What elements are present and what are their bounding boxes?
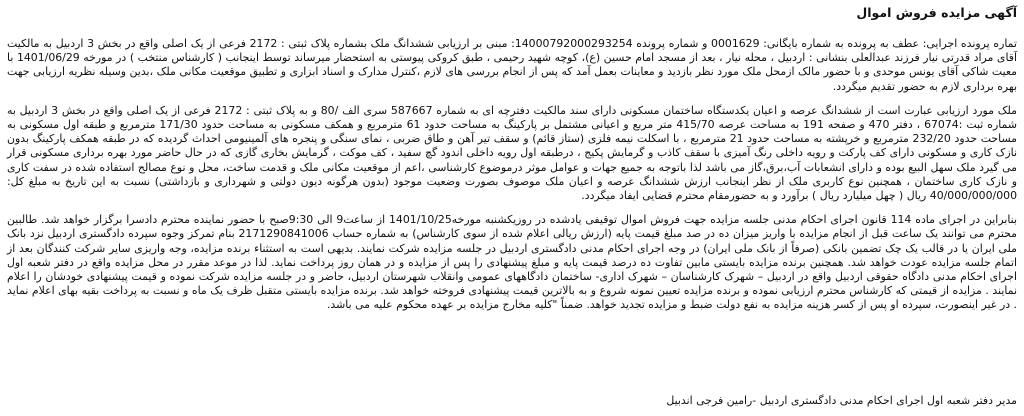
auction-terms-paragraph: بنابراین در اجرای ماده 114 قانون اجرای احکام مدنی جلسه مزایده جهت فروش اموال توقیفی یادشده در روزیکشنبه مورخه1401/10/25 از ساعت9 الی 9:30صبح با حضور نماینده محترم دادسرا برگزار خواهد شد. طالبین محترم می توانند یک ساعت قبل از انجام مزایده با واریز میزان ده در صد مبلغ قیمت پایه (ارزش ریالی اعلام شده از سوی کارشناس) به شماره حساب 2171290841006 بنام تمرکز وجوه سپرده دادگستری اردبیل نزد بانک ملی ایران یا در قالب یک چک تضمین بانکی (صرفاً از بانک ملی ایران) در وجه اجرای احکام مدنی دادگستری اردبیل در جلسه مزایده شرکت نمایند. بدیهی است به استثناء برنده مزایده، وجه واریزی سایر شرکت کنندگان بعد از اتمام جلسه مزایده عودت خواهد شد. همچنین برنده مزایده بایستی مابین تفاوت ده درصد قیمت پایه و مبلغ پیشنهادی را پس از مزایده و در همان روز پرداخت نماید. لذا در موعد مقرر در محل مزایده واقع در دفتر شعبه اول اجرای احکام مدنی دادگاه حقوقی اردبیل واقع در اردبیل – شهرک کارشناسان – شهرک اداری- ساختمان دادگاههای عمومی وانقلاب شهرستان اردبیل، حاضر و در جلسه مزایده شرکت نموده و قیمت پیشنهادی خودشان را اعلام نمایند . مزایده از قیمتی که کارشناس محترم ارزیابی نموده و برنده مزایده تعیین نمونه شروع و به بالاترین قیمت پیشنهادی فروخته خواهد شد. برنده مزایده بایستی متقبل ظرف یک ماه و نسبت به پرداخت بقیه بهای اعلام نماید . در غیر اینصورت، سپرده او پس از کسر هزینه مزایده به نفع دولت ضبط و مزایده تجدید خواهد. ضمناً "کلیه مخارج مزایده بر عهده محکوم علیه می باشد.	[7, 213, 1017, 312]
property-description-paragraph: ملک مورد ارزیابی عبارت است از ششدانگ عرصه و اعیان یکدستگاه ساختمان مسکونی دارای سند مالکیت دفترچه ای به شماره 587667 سری الف /80 و به پلاک ثبتی : 2172 فرعی از یک اصلی واقع در بخش 3 اردبیل به شماره ثبت :67074 ، دفتر 470 و صفحه 191 به مساحت عرصه 415/70 متر مربع و اعیانی مشتمل بر پارکینگ به مساحت حدود 61 مترمربع و همکف مسکونی به مساحت حدود 171/30 مترمربع و طبقه اول مسکونی به مساحت حدود 232/20 مترمربع و خرپشته به مساحت حدود 21 مترمربع ، با اسکلت نیمه فلزی (ستاز قائم) و سقف تیر آهن و طاق ضربی ، نمای سنگی و پنجره های آلمینیومی احداث گردیده که در طبقه همکف پارکینگ بدون نازک کاری و مسکونی دارای کف پارکت و رویه داخلی رنگ آمیزی با سقف کاذب و گرمایش پکیج ، درطبقه اول رویه داخلی اندود گچ سفید ، کف موکت ، گرمایش بخاری گازی که در حال حاضر مورد بهره برداری مسکونی قرار می گیرد ملک سهل البیع بوده و دارای انشعابات آب،برق،گاز می باشد لذا باتوجه به جمیع جهات و عوامل موثر درموضوع کارشناسی ،اعم از موقعیت مکانی ملک و قدمت ساخت، محل و نوع مصالح استفاده شده در سفت کاری و نازک کاری ساختمان ، همچنین نوع کاربری ملک از نظر اینجانب ارزش ششدانگ عرصه و اعیان ملک موصوف بصورت وضعیت موجود (بدون هرگونه دیون دولتی و شهرداری و بازداشتی) نسبت به این تاریخ به مبلغ کل: 40/000/000/000 ریال ( چهل میلیارد ریال ) برآورد و به حضورمقام محترم قضایی ایفاد میگردد.	[7, 103, 1018, 203]
notice-title: آگهی مزایده فروش اموال	[856, 5, 1017, 20]
signature-line: مدیر دفتر شعبه اول اجرای احکام مدنی دادگستری اردبیل -رامین فرجی اندبیل	[666, 394, 1017, 407]
case-paragraph: تماره پرونده اجرایی: عطف به پرونده به شماره بایگانی: 0001629 و شماره پرونده 14000792000293254: مبنی بر ارزیابی ششدانگ ملک بشماره پلاک ثبتی : 2172 فرعی از یک اصلی واقع در بخش 3 اردبیل به مالکیت آقای مراد قدرتی نیار فرزند عبدالعلی بنشانی : اردبیل ، محله نیار ، بعد از مسجد امام حسین (ع)، کوچه شهید رحیمی ، طبق کروکی پیوستی به استحضار میرساند توسط اینجانب ( کارشناس منتخب ) در مورخه 1401/06/29 با معیت شاکی آقای یونس موحدی و با حضور مالک ازمحل ملک مورد نظر بازدید و معاینات بعمل آمد که پس از انجام بررسی های لازم ،کنترل مدارک و اسناد ابزاری و تطبیق موقعیت مکانی ملک ،بدین وسیله نظریه ارزیابی جهت بهره برداری لازم به حضور تقدیم میگردد.	[7, 37, 1018, 93]
